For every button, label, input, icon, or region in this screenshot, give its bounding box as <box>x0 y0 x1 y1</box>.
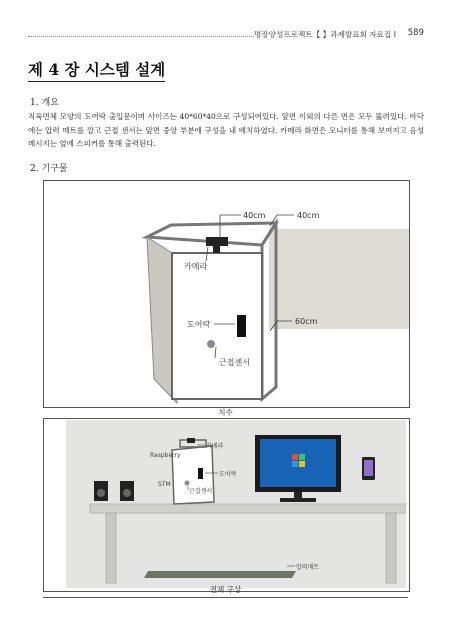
page-number: 589 <box>407 28 424 38</box>
chapter-title: 제 4 장 시스템 설계 <box>28 58 165 82</box>
dimension-drawing <box>44 181 409 407</box>
back-wall <box>269 229 409 329</box>
concept-figure <box>66 420 406 588</box>
figure2-bottom-rule <box>43 597 408 598</box>
header-dotted-rule <box>28 36 254 37</box>
header-title: 명장양성프로젝트【 】과제발표회 자료집 I <box>253 30 396 39</box>
camera-label: 카메라 <box>184 262 208 271</box>
doorlock-label-small: 도어락 <box>219 471 237 478</box>
width-label: 40cm <box>243 211 266 220</box>
section-heading-overview: 1. 개요 <box>30 98 59 108</box>
camera-label-small: 카메라 <box>206 443 224 450</box>
pressure-mat-label: 압력매트 <box>296 564 320 571</box>
doorlock-label: 도어락 <box>187 320 211 329</box>
table-top <box>90 504 406 513</box>
concept-drawing <box>66 420 406 588</box>
raspberry-label: Raspberry <box>150 452 181 459</box>
proximity-sensor-icon-small <box>185 481 190 486</box>
stm-label: STM <box>158 481 171 488</box>
camera-icon-small <box>187 438 195 443</box>
table-leg-right <box>386 513 396 583</box>
running-header <box>28 28 424 42</box>
proximity-sensor-label-small: 근접센서 <box>189 488 213 495</box>
pressure-mat <box>144 571 296 578</box>
figure2-caption: 전체 구상 <box>209 585 242 594</box>
section-heading-mechanism: 2. 기구물 <box>30 164 68 174</box>
dimension-figure <box>43 180 410 408</box>
doorlock-icon <box>237 315 246 337</box>
front-door <box>172 253 262 399</box>
depth-label: 40cm <box>297 211 320 220</box>
overview-paragraph: 직육면체 모양의 도어락 출입문이며 사이즈는 40*60*40으로 구성되어있다. 앞면 이외의 다른 면은 모두 뚫려있다. 바닥에는 압력 매트를 깔고 근접 센서는 앞면 중앙 부분에 구성을 내 배치하였다. 카메라 화면은 모니터를 통해 보여지고 음성 메시지는 옆에 스피커를 통해 출력된다. <box>28 112 424 148</box>
table-leg-left <box>106 513 116 583</box>
doorlock-icon-small <box>198 468 203 479</box>
figure1-caption: 치수 <box>218 408 233 417</box>
camera-icon <box>206 237 228 246</box>
proximity-sensor-label: 근접센서 <box>219 358 250 367</box>
proximity-sensor-icon <box>207 340 215 348</box>
height-label: 60cm <box>295 317 318 326</box>
